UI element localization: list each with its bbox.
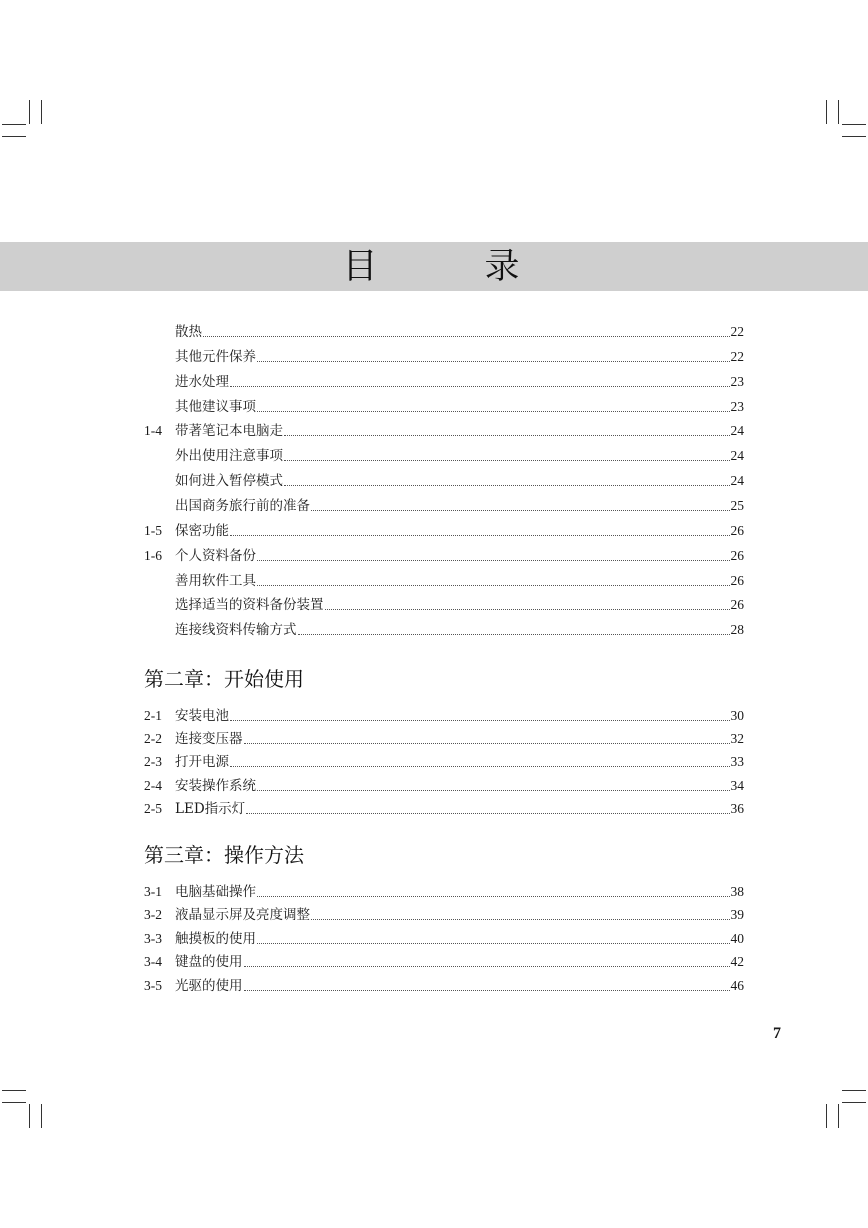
toc-entry	[144, 904, 744, 926]
toc-entry-label: 液晶显示屏及亮度调整	[175, 907, 310, 923]
toc-entry-label: 安装操作系统	[175, 778, 256, 794]
toc-entry-page: 33	[730, 754, 744, 769]
toc-entry-label: LED指示灯	[175, 801, 246, 817]
toc-entry	[144, 594, 744, 616]
toc-entry	[144, 881, 744, 903]
toc-entry	[144, 470, 744, 492]
toc-entry-number: 3-2	[144, 907, 162, 922]
toc-entry-label: 连接变压器	[175, 731, 243, 747]
toc-entry-number: 2-1	[144, 708, 162, 723]
toc-entry	[144, 445, 744, 467]
toc-entry-label: 电脑基础操作	[175, 884, 256, 900]
dot-leader	[284, 434, 730, 436]
toc-entry-number: 3-4	[144, 954, 162, 969]
toc-entry-page: 22	[730, 349, 744, 364]
toc-entry-label: 个人资料备份	[175, 548, 256, 564]
toc-entry-label: 外出使用注意事项	[175, 448, 283, 464]
crop-mark	[2, 124, 26, 125]
toc-entry-page: 26	[730, 597, 744, 612]
toc-entry	[144, 371, 744, 393]
dot-leader	[230, 385, 730, 387]
crop-mark	[2, 1090, 26, 1091]
toc-entry-label: 选择适当的资料备份装置	[175, 597, 324, 613]
dot-leader	[246, 812, 729, 814]
toc-entry	[144, 928, 744, 950]
dot-leader	[257, 942, 730, 944]
crop-mark	[842, 1090, 866, 1091]
toc-entry-number: 2-3	[144, 754, 162, 769]
toc-entry-label: 连接线资料传输方式	[175, 622, 297, 638]
toc-entry-label: 触摸板的使用	[175, 931, 256, 947]
toc-entry	[144, 775, 744, 797]
crop-mark	[838, 1104, 839, 1128]
crop-mark	[29, 100, 30, 124]
crop-mark	[826, 1104, 827, 1128]
toc-entry	[144, 751, 744, 773]
dot-leader	[325, 608, 730, 610]
dot-leader	[244, 965, 730, 967]
toc-entry-page: 46	[730, 978, 744, 993]
page-number: 7	[773, 1025, 781, 1042]
toc-entry-number: 3-1	[144, 884, 162, 899]
toc-entry	[144, 346, 744, 368]
toc-entry-number: 2-2	[144, 731, 162, 746]
toc-entry-page: 23	[730, 399, 744, 414]
dot-leader	[230, 534, 730, 536]
toc-entry	[144, 520, 744, 542]
toc-entry-page: 40	[730, 931, 744, 946]
toc-entry	[144, 495, 744, 517]
dot-leader	[257, 360, 730, 362]
crop-mark	[2, 1102, 26, 1103]
crop-mark	[826, 100, 827, 124]
dot-leader	[298, 633, 730, 635]
toc-entry-label: 安装电池	[175, 708, 229, 724]
toc-entry-label: 散热	[175, 324, 202, 340]
toc-entry-page: 26	[730, 548, 744, 563]
toc-entry-number: 2-4	[144, 778, 162, 793]
toc-entry-number: 2-5	[144, 801, 162, 816]
toc-entry	[144, 728, 744, 750]
toc-entry-page: 39	[730, 907, 744, 922]
toc-entry	[144, 545, 744, 567]
crop-mark	[41, 1104, 42, 1128]
toc-entry-number: 1-6	[144, 548, 162, 563]
dot-leader	[244, 989, 730, 991]
chapter-heading: 第二章：开始使用	[144, 667, 304, 691]
toc-entry-page: 36	[730, 801, 744, 816]
toc-entry-page: 30	[730, 708, 744, 723]
toc-entry-page: 26	[730, 573, 744, 588]
toc-entry	[144, 951, 744, 973]
crop-mark	[842, 136, 866, 137]
toc-entry-label: 保密功能	[175, 523, 229, 539]
crop-mark	[2, 136, 26, 137]
toc-entry-label: 进水处理	[175, 374, 229, 390]
toc-entry-page: 22	[730, 324, 744, 339]
toc-entry-label: 其他建议事项	[175, 399, 256, 415]
toc-entry-label: 如何进入暂停模式	[175, 473, 283, 489]
toc-entry	[144, 619, 744, 641]
crop-mark	[41, 100, 42, 124]
dot-leader	[284, 484, 730, 486]
dot-leader	[230, 765, 730, 767]
dot-leader	[230, 719, 730, 721]
title-band	[0, 242, 868, 291]
dot-leader	[311, 509, 730, 511]
toc-entry-label: 光驱的使用	[175, 978, 243, 994]
toc-entry-number: 3-5	[144, 978, 162, 993]
toc-entry-page: 25	[730, 498, 744, 513]
toc-entry	[144, 798, 744, 820]
crop-mark	[842, 124, 866, 125]
toc-entry-page: 38	[730, 884, 744, 899]
dot-leader	[244, 742, 730, 744]
toc-entry-label: 带著笔记本电脑走	[175, 423, 283, 439]
toc-entry	[144, 396, 744, 418]
dot-leader	[257, 584, 730, 586]
toc-entry-label: 键盘的使用	[175, 954, 243, 970]
dot-leader	[257, 559, 730, 561]
toc-entry-page: 24	[730, 423, 744, 438]
toc-entry-label: 其他元件保养	[175, 349, 256, 365]
toc-entry-number: 3-3	[144, 931, 162, 946]
dot-leader	[284, 459, 730, 461]
chapter-heading: 第三章：操作方法	[144, 843, 304, 867]
dot-leader	[311, 918, 730, 920]
page-title: 目 录	[342, 247, 556, 287]
toc-entry	[144, 705, 744, 727]
dot-leader	[257, 789, 730, 791]
toc-entry-label: 出国商务旅行前的准备	[175, 498, 310, 514]
dot-leader	[257, 895, 730, 897]
toc-entry	[144, 570, 744, 592]
toc-entry-label: 善用软件工具	[175, 573, 256, 589]
toc-entry-number: 1-5	[144, 523, 162, 538]
dot-leader	[257, 410, 730, 412]
crop-mark	[838, 100, 839, 124]
toc-entry-page: 24	[730, 448, 744, 463]
toc-entry	[144, 420, 744, 442]
toc-entry-page: 34	[730, 778, 744, 793]
dot-leader	[203, 335, 730, 337]
toc-entry	[144, 321, 744, 343]
toc-entry-page: 32	[730, 731, 744, 746]
toc-entry-page: 24	[730, 473, 744, 488]
toc-entry-page: 23	[730, 374, 744, 389]
toc-entry-page: 28	[730, 622, 744, 637]
toc-entry-page: 26	[730, 523, 744, 538]
toc-entry-label: 打开电源	[175, 754, 229, 770]
crop-mark	[29, 1104, 30, 1128]
toc-entry-number: 1-4	[144, 423, 162, 438]
toc-entry-page: 42	[730, 954, 744, 969]
crop-mark	[842, 1102, 866, 1103]
toc-entry	[144, 975, 744, 997]
